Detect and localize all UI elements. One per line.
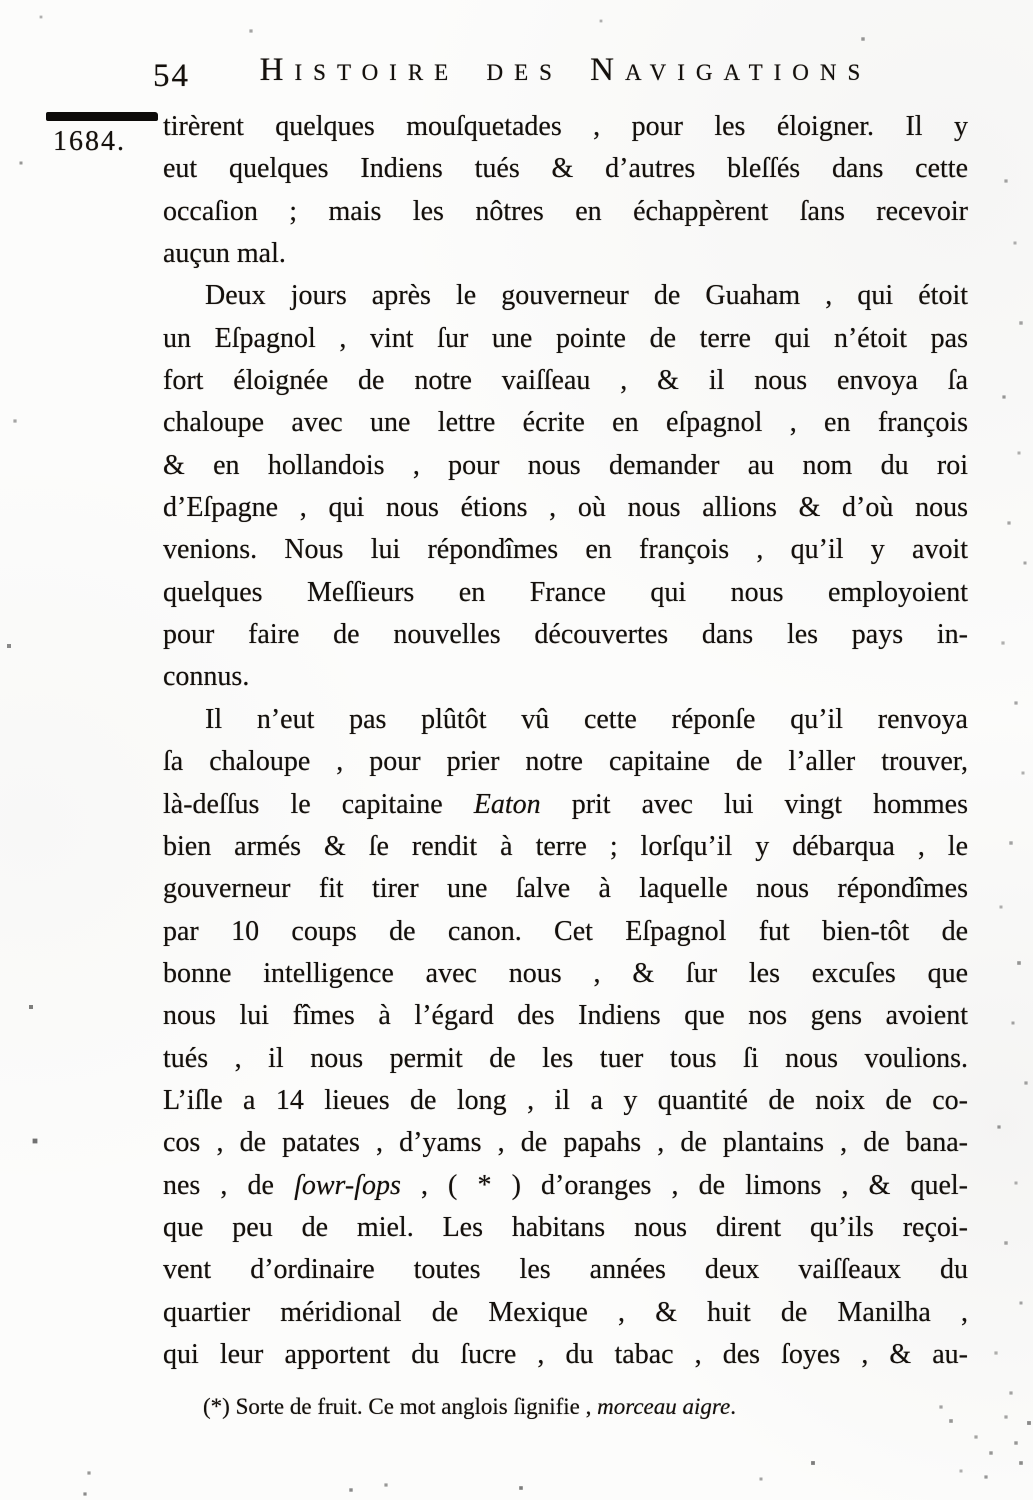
text-segment: par 10 coups de canon. Cet Eſpagnol fut bien-tôt de <box>163 915 968 947</box>
text-line <box>163 1249 968 1291</box>
text-segment: , ( * ) d’oranges , de limons , & quel- <box>400 1169 968 1201</box>
text-line <box>163 614 968 656</box>
scan-speckle-noise <box>0 0 2 2</box>
text-line <box>163 402 968 444</box>
text-line <box>163 868 968 910</box>
text-segment: connus. <box>163 661 250 693</box>
text-segment: d’Eſpagne , qui nous étions , où nous allions & d’où nous <box>163 492 968 524</box>
text-segment: un Eſpagnol , vint ſur une pointe de terre qui n’étoit pas <box>163 322 968 354</box>
text-line <box>163 1207 968 1249</box>
text-segment: quelques Meſſieurs en France qui nous employoient <box>163 576 968 608</box>
text-line <box>163 148 968 190</box>
text-segment: bien armés & ſe rendit à terre ; lorſqu’il y débarqua , le <box>163 830 968 862</box>
text-segment: eut quelques Indiens tués & d’autres bleſſés dans cette <box>163 153 968 185</box>
text-segment: qui leur apportent du ſucre , du tabac , des ſoyes , & au- <box>163 1338 968 1370</box>
text-segment: tués , il nous permit de les tuer tous ſi nous voulions. <box>163 1042 968 1074</box>
text-segment: prit avec lui vingt hommes <box>540 788 969 820</box>
text-line <box>163 572 968 614</box>
text-line <box>163 826 968 868</box>
text-line <box>163 1292 968 1334</box>
text-line <box>163 106 968 148</box>
page-number: 54 <box>153 58 190 94</box>
text-segment: L’iſle a 14 lieues de long , il a y quantité de noix de co- <box>163 1084 968 1116</box>
text-line <box>163 275 968 317</box>
text-segment: gouverneur fit tirer une ſalve à laquelle nous répondîmes <box>163 873 968 905</box>
text-segment: vent d’ordinaire toutes les années deux vaiſſeaux du <box>163 1254 968 1286</box>
text-column <box>163 106 968 1376</box>
text-segment: & en hollandois , pour nous demander au nom du roi <box>163 449 968 481</box>
text-segment: là-deſſus le capitaine <box>163 788 474 820</box>
text-segment: tirèrent quelques mouſquetades , pour les éloigner. Il y <box>163 111 968 142</box>
text-line <box>163 1080 968 1122</box>
text-line <box>163 784 968 826</box>
text-line <box>163 233 968 275</box>
text-line <box>163 318 968 360</box>
text-segment: auçun mal. <box>163 238 286 270</box>
text-segment: Deux jours après le gouverneur de Guaham , qui étoit <box>205 280 968 312</box>
text-line <box>163 1165 968 1207</box>
text-segment: occaſion ; mais les nôtres en échappèrent ſans recevoir <box>163 195 968 227</box>
text-line <box>163 1334 968 1376</box>
text-segment: venions. Nous lui répondîmes en françois , qu’il y avoit <box>163 534 968 566</box>
italic-text-segment: ſowr-ſops <box>294 1169 401 1201</box>
text-line <box>163 191 968 233</box>
text-segment: . <box>730 1394 736 1419</box>
text-line <box>163 360 968 402</box>
text-line <box>163 1038 968 1080</box>
text-line <box>163 529 968 571</box>
text-line <box>163 995 968 1037</box>
text-line <box>163 1122 968 1164</box>
text-line <box>163 741 968 783</box>
text-segment: cos , de patates , d’yams , de papahs , de plantains , de bana- <box>163 1127 968 1159</box>
italic-text-segment: Eaton <box>473 788 541 820</box>
text-segment: pour faire de nouvelles découvertes dans les pays in- <box>163 619 968 651</box>
footnote-line <box>163 1392 983 1422</box>
text-line <box>163 911 968 953</box>
page-header <box>153 52 968 102</box>
margin-year-note: 1684. <box>53 126 126 157</box>
text-segment: que peu de miel. Les habitans nous dirent qu’ils reçoi- <box>163 1211 968 1243</box>
margin-rule <box>46 112 158 121</box>
text-line <box>163 699 968 741</box>
text-segment: bonne intelligence avec nous , & ſur les excuſes que <box>163 957 968 989</box>
text-segment: quartier méridional de Mexique , & huit de Manilha , <box>163 1296 968 1328</box>
text-segment: fort éloignée de notre vaiſſeau , & il nous envoya ſa <box>163 365 968 397</box>
text-segment: ſa chaloupe , pour prier notre capitaine de l’aller trouver, <box>163 746 968 778</box>
text-segment: Il n’eut pas plûtôt vû cette réponſe qu’il renvoya <box>205 703 968 735</box>
text-line <box>163 953 968 995</box>
text-segment: chaloupe avec une lettre écrite en eſpagnol , en françois <box>163 407 968 439</box>
text-segment: nes , de <box>163 1169 295 1201</box>
text-segment: (*) Sorte de fruit. Ce mot anglois ſignifie , <box>203 1394 598 1419</box>
text-line <box>163 656 968 698</box>
running-title: Histoire des Navigations <box>259 52 872 88</box>
italic-text-segment: morceau aigre <box>597 1394 731 1419</box>
text-line <box>163 445 968 487</box>
text-segment: nous lui fîmes à l’égard des Indiens que nos gens avoient <box>163 1000 968 1032</box>
text-line <box>163 487 968 529</box>
